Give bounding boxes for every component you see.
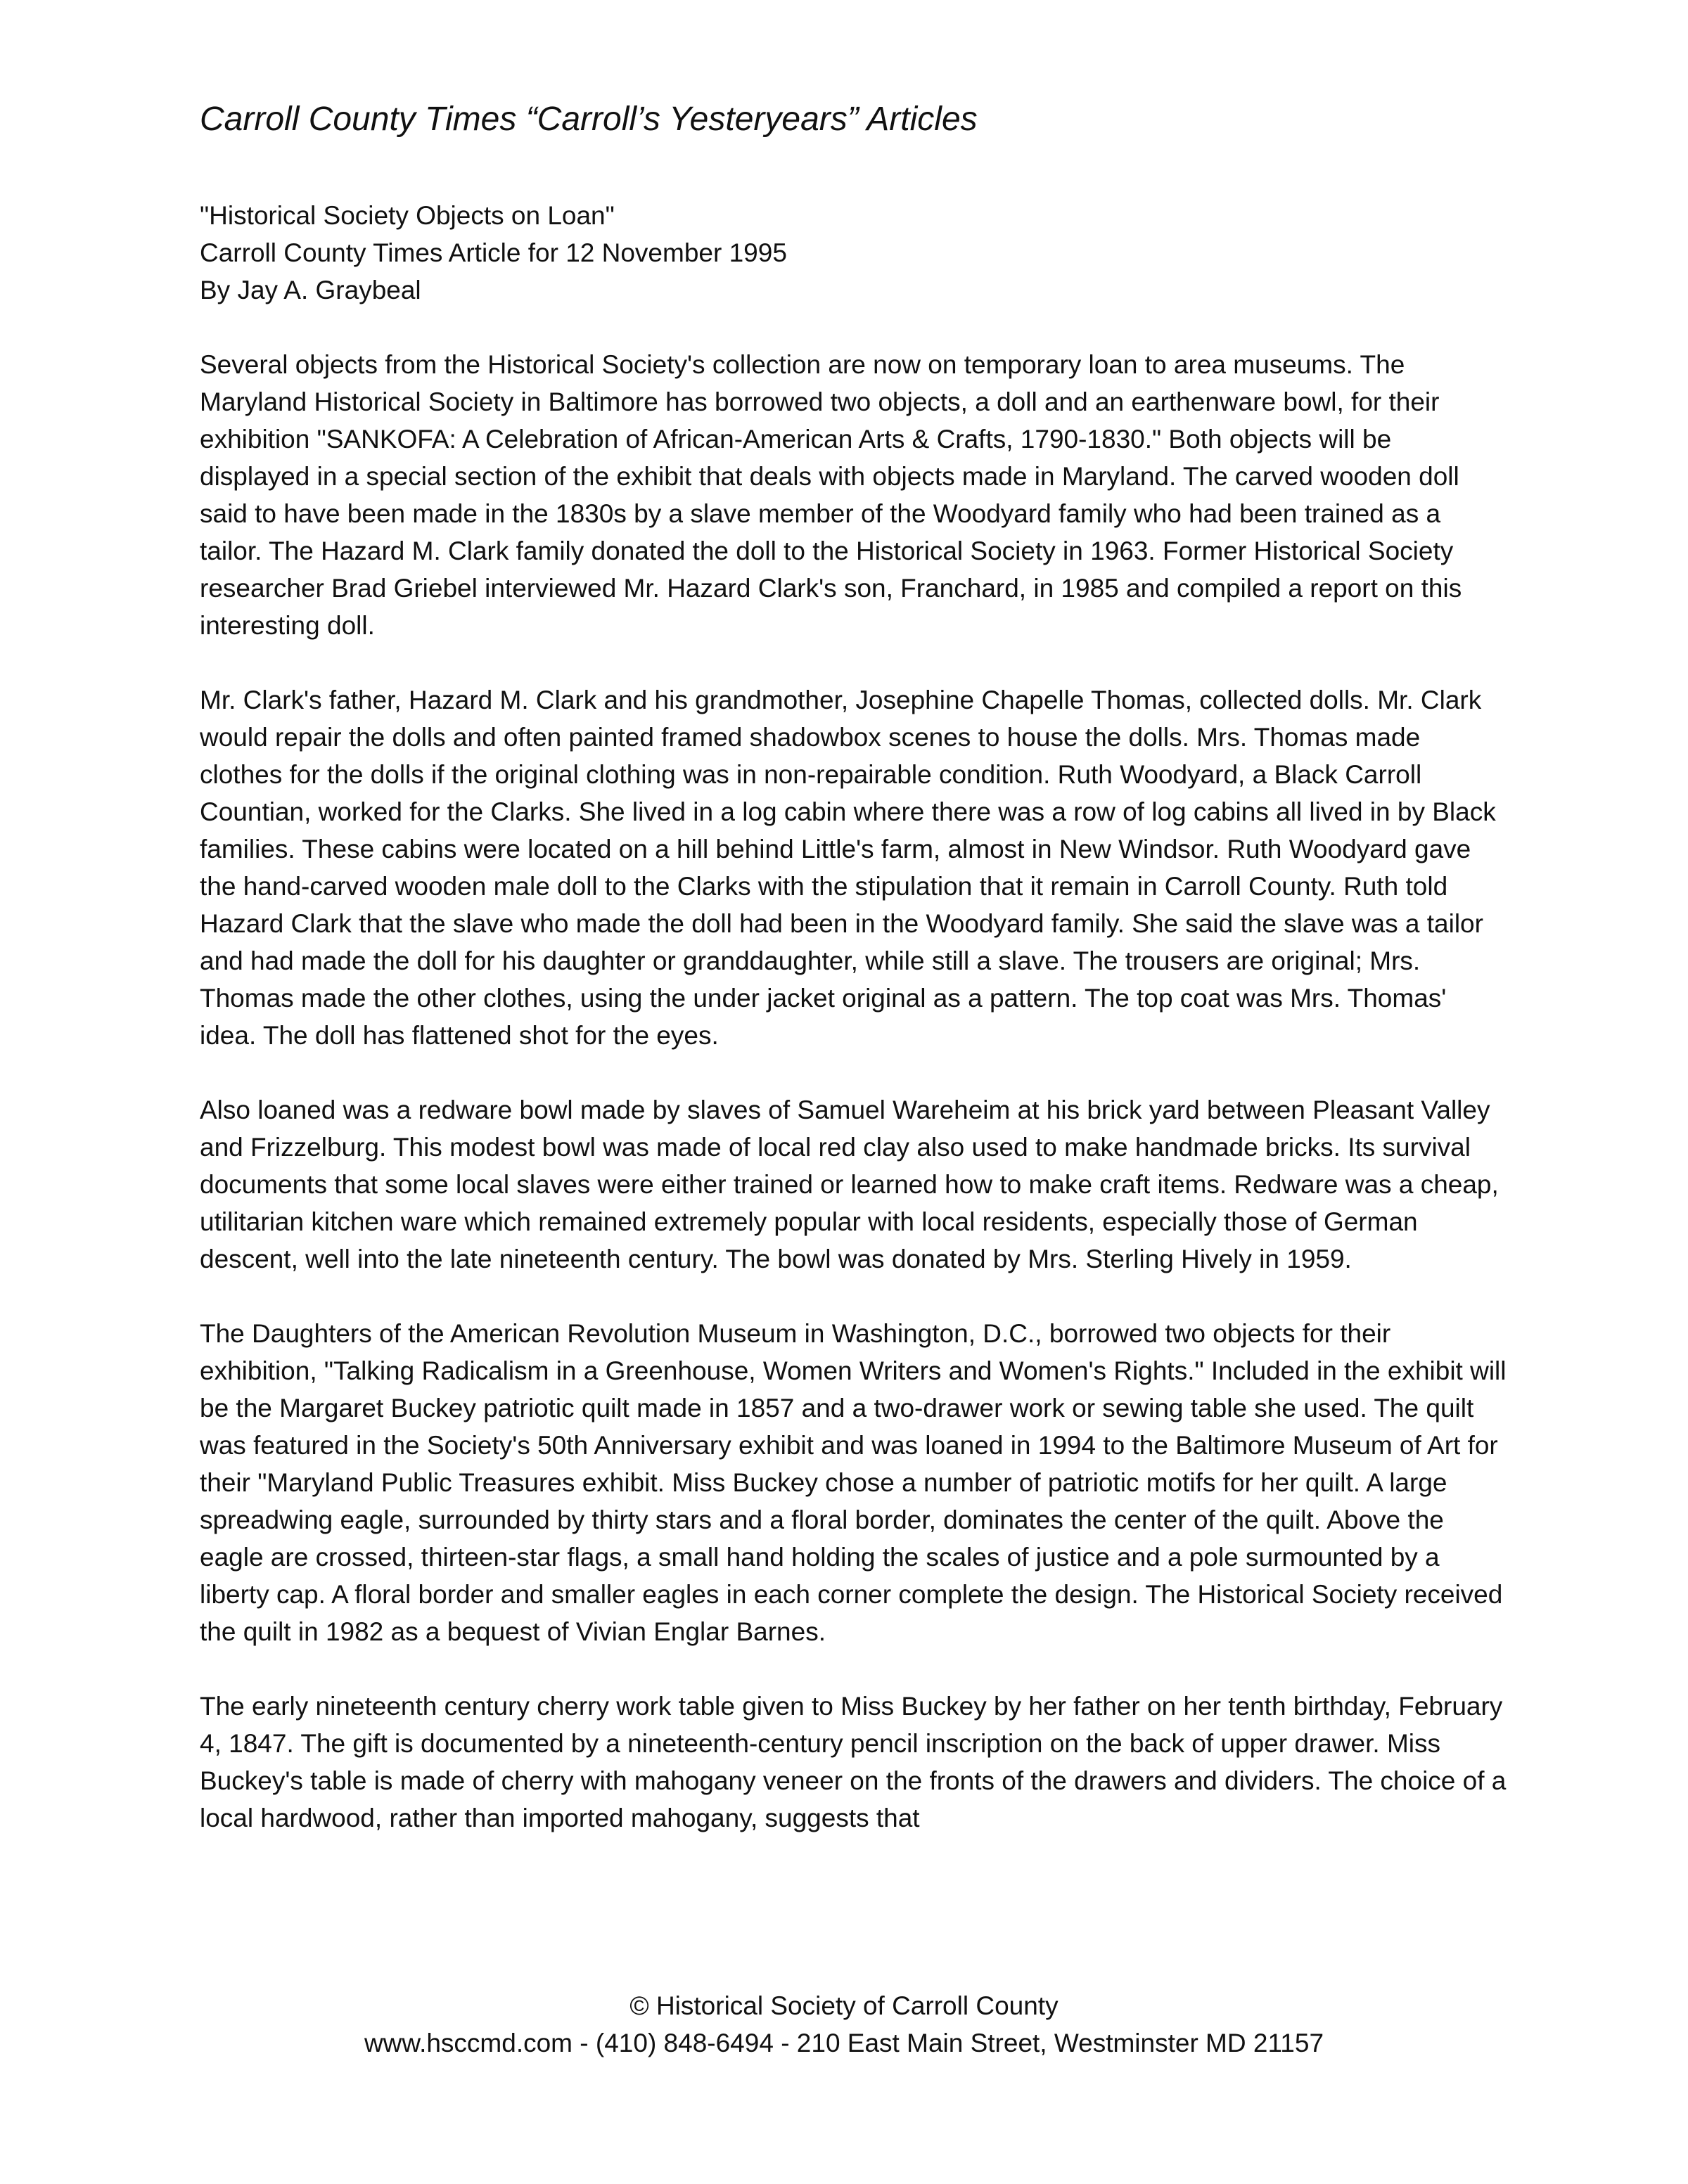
series-title: Carroll County Times “Carroll’s Yesteryears” Articles [200,101,978,138]
footer-contact: www.hsccmd.com - (410) 848-6494 - 210 East Main Street, Westminster MD 21157 [364,2029,1324,2057]
article-body [200,197,1508,1874]
article-paragraph-1: Several objects from the Historical Society's collection are now on temporary loan to area museums. The Maryland Historical Society in Baltimore has borrowed two objects, a doll and an earthenware bowl, for their exhibition "SANKOFA: A Celebration of African-American Arts & Crafts, 1790-1830." Both objects will be displayed in a special section of the exhibit that deals with objects made in Maryland. The carved wooden doll said to have been made in the 1830s by a slave member of the Woodyard family who had been trained as a tailor. The Hazard M. Clark family donated the doll to the Historical Society in 1963. Former Historical Society researcher Brad Griebel interviewed Mr. Hazard Clark's son, Franchard, in 1985 and compiled a report on this interesting doll. [200,350,1462,640]
page-footer [0,1987,1688,2062]
article-byline: By Jay A. Graybeal [200,276,421,304]
article-paragraph-3: Also loaned was a redware bowl made by slaves of Samuel Wareheim at his brick yard between Pleasant Valley and Frizzelburg. This modest bowl was made of local red clay also used to make handmade bricks. Its survival documents that some local slaves were either trained or learned how to make craft items. Redware was a cheap, utilitarian kitchen ware which remained extremely popular with local residents, especially those of German descent, well into the late nineteenth century. The bowl was donated by Mrs. Sterling Hively in 1959. [200,1096,1499,1273]
article-publication: Carroll County Times Article for 12 November 1995 [200,238,787,267]
article-paragraph-5: The early nineteenth century cherry work table given to Miss Buckey by her father on her tenth birthday, February 4, 1847. The gift is documented by a nineteenth-century pencil inscription on the back of upper drawer. Miss Buckey's table is made of cherry with mahogany veneer on the fronts of the drawers and dividers. The choice of a local hardwood, rather than imported mahogany, suggests that [200,1692,1507,1832]
article-title: "Historical Society Objects on Loan" [200,201,615,230]
article-meta [200,197,1508,309]
article-paragraph-4: The Daughters of the American Revolution Museum in Washington, D.C., borrowed two objects for their exhibition, "Talking Radicalism in a Greenhouse, Women Writers and Women's Rights." Included in the exhibit will be the Margaret Buckey patriotic quilt made in 1857 and a two-drawer work or sewing table she used. The quilt was featured in the Society's 50th Anniversary exhibit and was loaned in 1994 to the Baltimore Museum of Art for their "Maryland Public Treasures exhibit. Miss Buckey chose a number of patriotic motifs for her quilt. A large spreadwing eagle, surrounded by thirty stars and a floral border, dominates the center of the quilt. Above the eagle are crossed, thirteen-star flags, a small hand holding the scales of justice and a pole surmounted by a liberty cap. A floral border and smaller eagles in each corner complete the design. The Historical Society received the quilt in 1982 as a bequest of Vivian Englar Barnes. [200,1319,1507,1646]
footer-copyright: © Historical Society of Carroll County [629,1991,1059,2020]
article-paragraph-2: Mr. Clark's father, Hazard M. Clark and his grandmother, Josephine Chapelle Thomas, collected dolls. Mr. Clark would repair the dolls and often painted framed shadowbox scenes to house the dolls. Mrs. Thomas made clothes for the dolls if the original clothing was in non-repairable condition. Ruth Woodyard, a Black Carroll Countian, worked for the Clarks. She lived in a log cabin where there was a row of log cabins all lived in by Black families. These cabins were located on a hill behind Little's farm, almost in New Windsor. Ruth Woodyard gave the hand-carved wooden male doll to the Clarks with the stipulation that it remain in Carroll County. Ruth told Hazard Clark that the slave who made the doll had been in the Woodyard family. She said the slave was a tailor and had made the doll for his daughter or granddaughter, while still a slave. The trousers are original; Mrs. Thomas made the other clothes, using the under jacket original as a pattern. The top coat was Mrs. Thomas' idea. The doll has flattened shot for the eyes. [200,686,1496,1050]
